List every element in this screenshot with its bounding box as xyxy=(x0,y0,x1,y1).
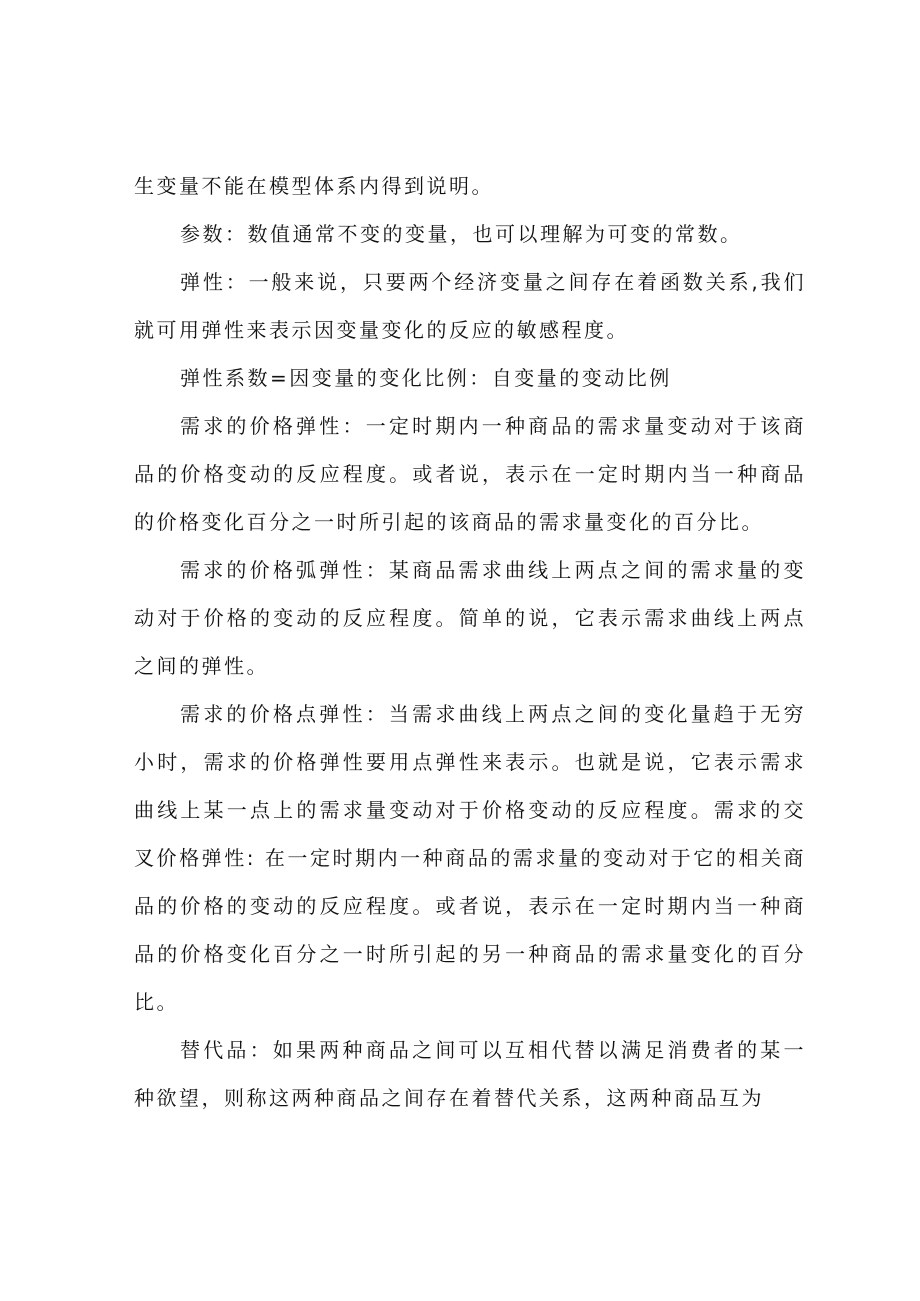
paragraph-price-elasticity: 需求的价格弹性：一定时期内一种商品的需求量变动对于该商品的价格变动的反应程度。或者说，表示在一定时期内当一种商品的价格变化百分之一时所引起的该商品的需求量变化的百分比。 xyxy=(134,414,806,534)
paragraph-point-elasticity: 需求的价格点弹性：当需求曲线上两点之间的变化量趋于无穷小时，需求的价格弹性要用点弹性来表示。也就是说，它表示需求曲线上某一点上的需求量变动对于价格变动的反应程度。需求的交叉价格弹性: 在一定时期内一种商品的需求量的变动对于它的相关商品的价格的变动的反应程度。或者说，表示在一定时期内当一种商品的价格变化百分之一时所引起的另一种商品的需求量变化的百分比。 xyxy=(134,702,806,1014)
paragraph-parameter: 参数：数值通常不变的变量，也可以理解为可变的常数。 xyxy=(180,222,743,246)
document-body xyxy=(134,162,806,1122)
paragraph-continuation: 生变量不能在模型体系内得到说明。 xyxy=(134,174,494,198)
paragraph-substitutes: 替代品：如果两种商品之间可以互相代替以满足消费者的某一种欲望，则称这两种商品之间存在着替代关系，这两种商品互为 xyxy=(134,1038,806,1110)
paragraph-arc-elasticity: 需求的价格弧弹性：某商品需求曲线上两点之间的需求量的变动对于价格的变动的反应程度。简单的说，它表示需求曲线上两点之间的弹性。 xyxy=(134,558,806,678)
paragraph-elasticity-coefficient: 弹性系数=因变量的变化比例：自变量的变动比例 xyxy=(180,366,672,390)
paragraph-elasticity: 弹性：一般来说，只要两个经济变量之间存在着函数关系,我们就可用弹性来表示因变量变化的反应的敏感程度。 xyxy=(134,270,806,342)
